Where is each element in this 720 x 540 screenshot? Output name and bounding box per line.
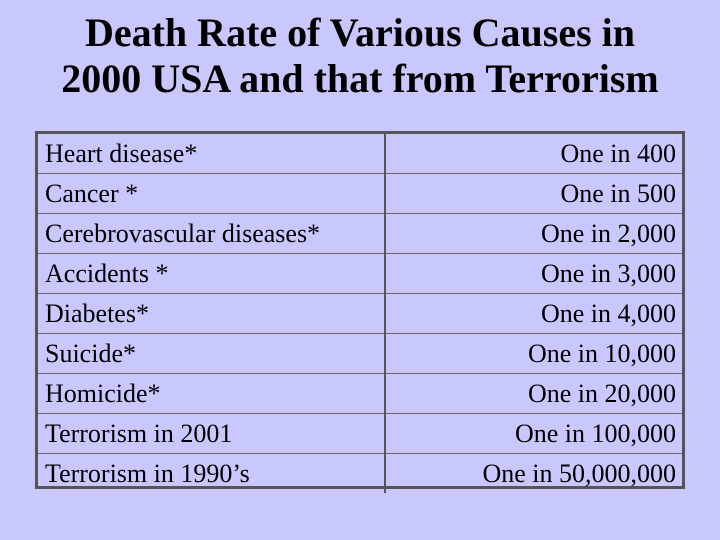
cause-cell: Heart disease*	[38, 134, 385, 174]
table-row	[38, 334, 682, 374]
rate-cell: One in 4,000	[385, 294, 682, 334]
table-row	[38, 414, 682, 454]
rate-cell: One in 2,000	[385, 214, 682, 254]
table-row	[38, 134, 682, 174]
cause-cell: Accidents *	[38, 254, 385, 294]
data-table	[38, 134, 682, 493]
cause-cell: Cancer *	[38, 174, 385, 214]
rate-cell: One in 500	[385, 174, 682, 214]
rate-cell: One in 100,000	[385, 414, 682, 454]
rate-cell: One in 10,000	[385, 334, 682, 374]
rate-cell: One in 50,000,000	[482, 458, 676, 488]
table-row	[38, 374, 682, 414]
death-rate-table	[35, 131, 685, 489]
rate-cell: One in 3,000	[385, 254, 682, 294]
cause-cell: Terrorism in 2001	[38, 414, 385, 454]
cause-cell: Homicide*	[38, 374, 385, 414]
table-row	[38, 294, 682, 334]
table-row	[38, 454, 682, 494]
cause-cell: Suicide*	[38, 334, 385, 374]
cause-cell: Diabetes*	[38, 294, 385, 334]
slide-title	[0, 10, 720, 102]
cause-cell: Cerebrovascular diseases*	[38, 214, 385, 254]
rate-cell: One in 20,000	[385, 374, 682, 414]
rate-cell: One in 400	[385, 134, 682, 174]
title-line-2: 2000 USA and that from Terrorism	[61, 56, 659, 101]
cause-cell: Terrorism in 1990’s	[38, 454, 385, 494]
title-line-1: Death Rate of Various Causes in	[84, 10, 636, 55]
table-row	[38, 174, 682, 214]
table-row	[38, 214, 682, 254]
table-row	[38, 254, 682, 294]
